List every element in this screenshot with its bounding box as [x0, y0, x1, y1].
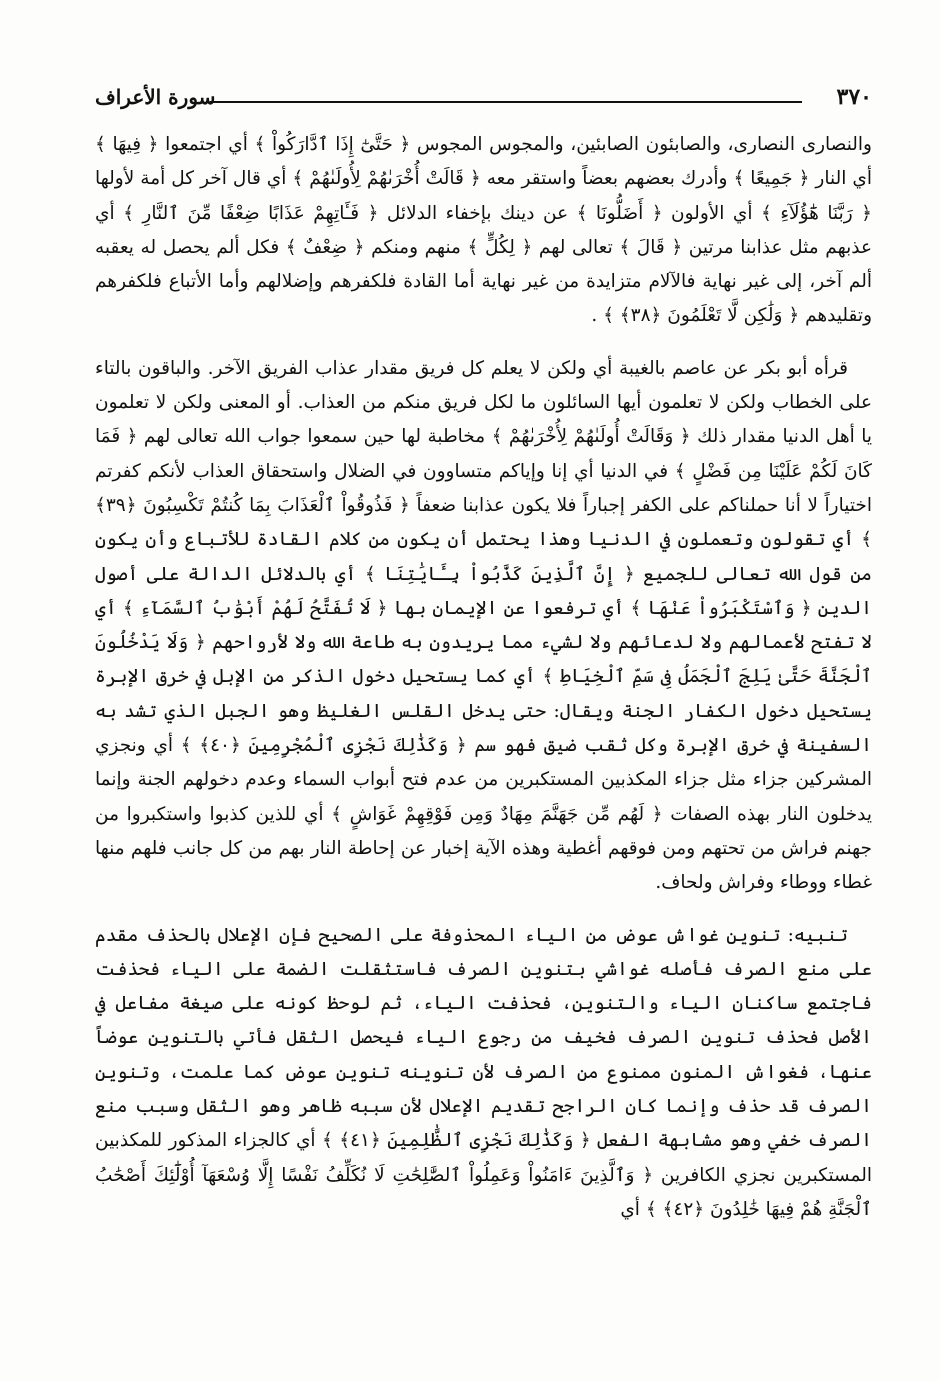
page-body	[95, 128, 872, 1227]
paragraph-3: تنبيه: تنوين غواش عوض من الياء المحذوفة على الصحيح فإن الإعلال بالحذف مقدم على منع الصرف فأصله غواشي بتنوين الصرف فاستثقلت الضمة على الياء فحذفت فاجتمع ساكنان الياء والتنوين، فحذفت الياء، ثم لوحظ كونه على صيغة مفاعل في الأصل فحذف تنوين الصرف فخيف من رجوع الياء فيحصل الثقل فأتي بالتنوين عوضاً عنها، فغواش المنون ممنوع من الصرف لأن تنوينه تنوين عوض كما علمت، وتنوين الصرف قد حذف وإنما كان الراجح تقديم الإعلال لأن سببه ظاهر وهو الثقل وسبب منع الصرف خفي وهو مشابهة الفعل ﴿ وَكَذَٰلِكَ نَجْزِى ٱلظَّٰلِمِينَ ﴿٤١﴾ ﴾ أي كالجزاء المذكور للمكذبين المستكبرين نجزي الكافرين ﴿ وَٱلَّذِينَ ءَامَنُواْ وَعَمِلُواْ ٱلصَّٰلِحَٰتِ لَا نُكَلِّفُ نَفْسًا إِلَّا وُسْعَهَآ أُوْلَٰٓئِكَ أَصْحَٰبُ ٱلْجَنَّةِ هُمْ فِيهَا خَٰلِدُونَ ﴿٤٢﴾ ﴾ أي	[95, 924, 873, 1220]
surah-title: سورة الأعراف	[95, 85, 216, 109]
header-rule	[210, 101, 802, 103]
paragraph-1: والنصارى النصارى، والصابئون الصابئين، والمجوس المجوس ﴿ حَتَّىٰٓ إِذَا ٱدَّارَكُواْ ﴾ أي اجتمعوا ﴿ فِيهَا ﴾ أي النار ﴿ جَمِيعًا ﴾ وأدرك بعضهم بعضاً واستقر معه ﴿ قَالَتْ أُخْرَىٰهُمْ لِأُولَىٰهُمْ ﴾ أي قال آخر كل أمة لأولها ﴿ رَبَّنَا هَٰٓؤُلَآءِ ﴾ أي الأولون ﴿ أَضَلُّونَا ﴾ عن دينك بإخفاء الدلائل ﴿ فَـَٔاتِهِمْ عَذَابًا ضِعْفًا مِّنَ ٱلنَّارِ ﴾ أي عذبهم مثل عذابنا مرتين ﴿ قَالَ ﴾ تعالى لهم ﴿ لِكُلٍّ ﴾ منهم ومنكم ﴿ ضِعْفٌ ﴾ فكل ألم يحصل له يعقبه ألم آخر، إلى غير نهاية فالآلام متزايدة من غير نهاية أما القادة فلكفرهم وإضلالهم وأما الأتباع فلكفرهم وتقليدهم ﴿ وَلَٰكِن لَّا تَعْلَمُونَ ﴿٣٨﴾ ﴾ .	[95, 134, 872, 327]
paragraph-2: قرأه أبو بكر عن عاصم بالغيبة أي ولكن لا يعلم كل فريق مقدار عذاب الفريق الآخر. والباقون بالتاء على الخطاب ولكن لا تعلمون أيها السائلون ما لكل فريق منكم من العذاب. أو المعنى ولكن لا تعلمون يا أهل الدنيا مقدار ذلك ﴿ وَقَالَتْ أُولَىٰهُمْ لِأُخْرَىٰهُمْ ﴾ مخاطبة لها حين سمعوا جواب الله تعالى لهم ﴿ فَمَا كَانَ لَكُمْ عَلَيْنَا مِن فَضْلٍ ﴾ في الدنيا أي إنا وإياكم متساوون في الضلال واستحقاق العذاب لأنكم كفرتم اختياراً لا أنا حملناكم على الكفر إجباراً فلا يكون عذابنا ضعفاً ﴿ فَذُوقُواْ ٱلْعَذَابَ بِمَا كُنتُمْ تَكْسِبُونَ ﴿٣٩﴾ ﴾ أي تقولون وتعملون في الدنيا وهذا يحتمل أن يكون من كلام القادة للأتباع وأن يكون من قول الله تعالى للجميع ﴿ إِنَّ ٱلَّذِينَ كَذَّبُواْ بِـَٔايَٰتِنَا ﴾ أي بالدلائل الدالة على أصول الدين ﴿ وَٱسْتَكْبَرُواْ عَنْهَا ﴾ أي ترفعوا عن الإيمان بها ﴿ لَا تُفَتَّحُ لَهُمْ أَبْوَٰبُ ٱلسَّمَآءِ ﴾ أي لا تفتح لأعمالهم ولا لدعائهم ولا لشيء مما يريدون به طاعة الله ولا لأرواحهم ﴿ وَلَا يَدْخُلُونَ ٱلْجَنَّةَ حَتَّىٰ يَلِجَ ٱلْجَمَلُ فِى سَمِّ ٱلْخِيَاطِ ﴾ أي كما يستحيل دخول الذكر من الإبل في خرق الإبرة يستحيل دخول الكفار الجنة ويقال: حتى يدخل القلس الغليظ وهو الجبل الذي تشد به السفينة في خرق الإبرة وكل ثقب ضيق فهو سم ﴿ وَكَذَٰلِكَ نَجْزِى ٱلْمُجْرِمِينَ ﴿٤٠﴾ ﴾ أي ونجزي المشركين جزاء مثل جزاء المكذبين المستكبرين من عدم فتح أبواب السماء وعدم دخولهم الجنة وإنما يدخلون النار بهذه الصفات ﴿ لَهُم مِّن جَهَنَّمَ مِهَادٌ وَمِن فَوْقِهِمْ غَوَاشٍ ﴾ أي للذين كذبوا واستكبروا من جهنم فراش من تحتهم ومن فوقهم أغطية وهذه الآية إخبار عن إحاطة النار بهم من كل جانب فلهم منها غطاء ووطاء وفراش ولحاف.	[95, 357, 872, 894]
page-number: ٣٧٠	[836, 84, 872, 110]
page-header	[95, 82, 872, 112]
